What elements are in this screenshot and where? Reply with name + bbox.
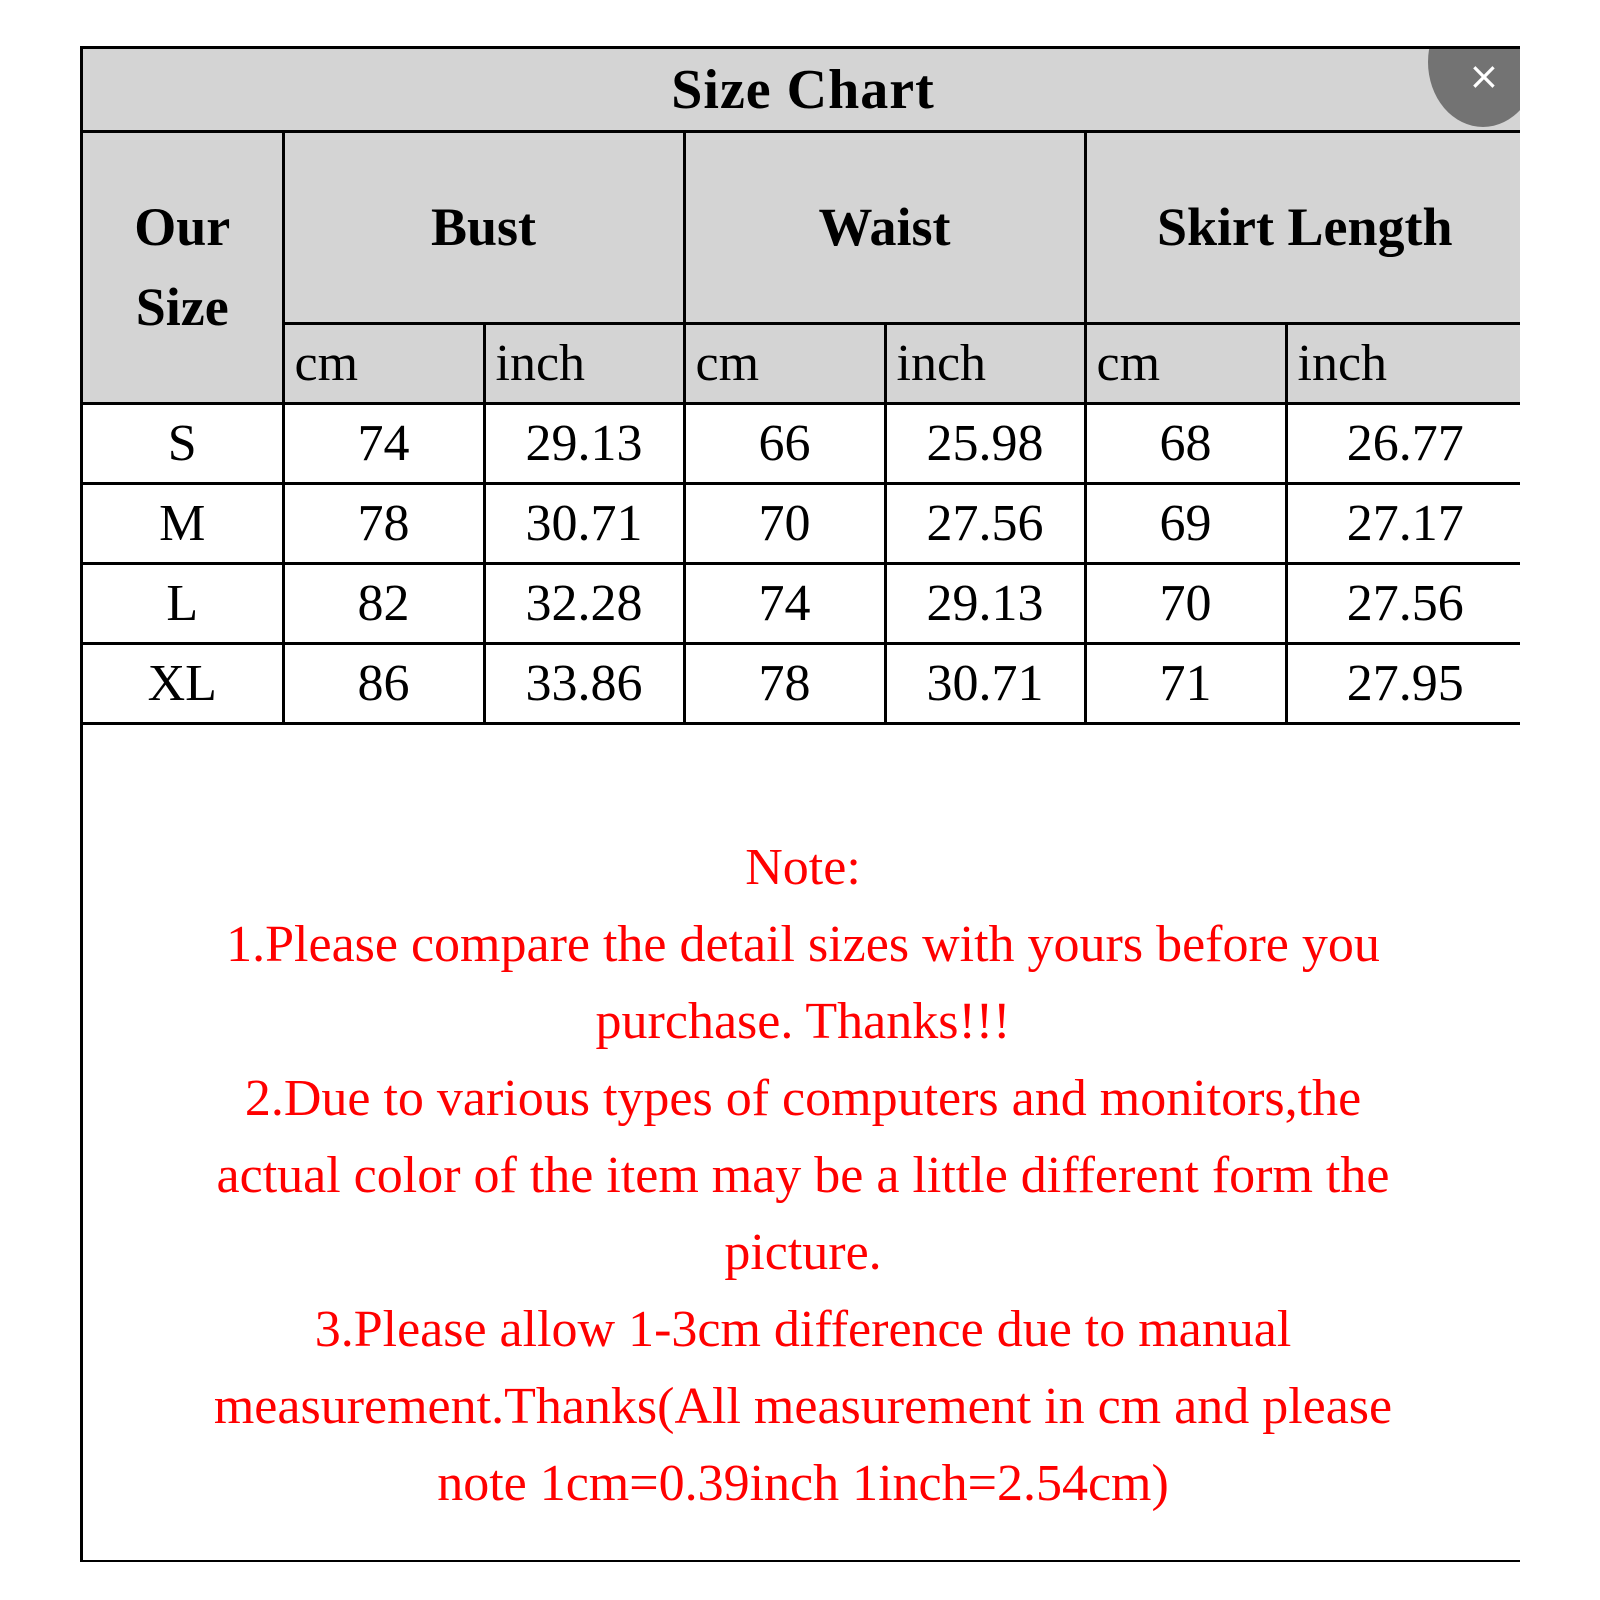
bust-header: Bust xyxy=(283,133,684,323)
value-cell: 32.28 xyxy=(484,563,684,643)
size-cell: M xyxy=(83,483,283,563)
value-cell: 66 xyxy=(684,403,885,483)
table-row xyxy=(83,403,1520,483)
size-cell: L xyxy=(83,563,283,643)
value-cell: 78 xyxy=(684,643,885,723)
unit-label: cm xyxy=(684,323,885,403)
value-cell: 27.17 xyxy=(1286,483,1520,563)
value-cell: 71 xyxy=(1085,643,1286,723)
note-line: purchase. Thanks!!! xyxy=(595,993,1011,1050)
value-cell: 70 xyxy=(1085,563,1286,643)
table-row xyxy=(83,563,1520,643)
value-cell: 30.71 xyxy=(484,483,684,563)
waist-header: Waist xyxy=(684,133,1085,323)
value-cell: 27.56 xyxy=(1286,563,1520,643)
title-bar xyxy=(83,49,1520,133)
unit-label: inch xyxy=(1286,323,1520,403)
note-line: actual color of the item may be a little different form the xyxy=(216,1147,1390,1204)
note-line: note 1cm=0.39inch 1inch=2.54cm) xyxy=(437,1455,1169,1512)
value-cell: 26.77 xyxy=(1286,403,1520,483)
note-line: measurement.Thanks(All measurement in cm and please xyxy=(213,1378,1393,1435)
value-cell: 78 xyxy=(283,483,484,563)
value-cell: 29.13 xyxy=(484,403,684,483)
close-icon: × xyxy=(1468,54,1500,98)
note-line: 2.Due to various types of computers and monitors,the xyxy=(244,1070,1362,1127)
value-cell: 74 xyxy=(283,403,484,483)
value-cell: 74 xyxy=(684,563,885,643)
value-cell: 69 xyxy=(1085,483,1286,563)
value-cell: 29.13 xyxy=(885,563,1085,643)
note-line: 1.Please compare the detail sizes with yours before you xyxy=(226,916,1380,973)
value-cell: 27.95 xyxy=(1286,643,1520,723)
header-row xyxy=(83,133,1520,323)
value-cell: 30.71 xyxy=(885,643,1085,723)
note-line: picture. xyxy=(724,1224,882,1281)
table-row xyxy=(83,643,1520,723)
note-line: 3.Please allow 1-3cm difference due to manual xyxy=(314,1301,1292,1358)
value-cell: 82 xyxy=(283,563,484,643)
table-row xyxy=(83,483,1520,563)
our-size-header: Our Size xyxy=(83,133,283,403)
unit-label: inch xyxy=(885,323,1085,403)
value-cell: 25.98 xyxy=(885,403,1085,483)
unit-label: cm xyxy=(283,323,484,403)
unit-row xyxy=(83,323,1520,403)
size-cell: XL xyxy=(83,643,283,723)
note-section xyxy=(83,829,1520,1522)
unit-label: cm xyxy=(1085,323,1286,403)
value-cell: 27.56 xyxy=(885,483,1085,563)
skirt-length-header: Skirt Length xyxy=(1085,133,1520,323)
chart-title: Size Chart xyxy=(671,58,935,121)
value-cell: 68 xyxy=(1085,403,1286,483)
value-cell: 33.86 xyxy=(484,643,684,723)
note-heading: Note: xyxy=(745,839,861,896)
unit-label: inch xyxy=(484,323,684,403)
value-cell: 70 xyxy=(684,483,885,563)
size-cell: S xyxy=(83,403,283,483)
value-cell: 86 xyxy=(283,643,484,723)
size-chart-panel xyxy=(80,46,1520,1562)
size-table xyxy=(83,133,1520,725)
